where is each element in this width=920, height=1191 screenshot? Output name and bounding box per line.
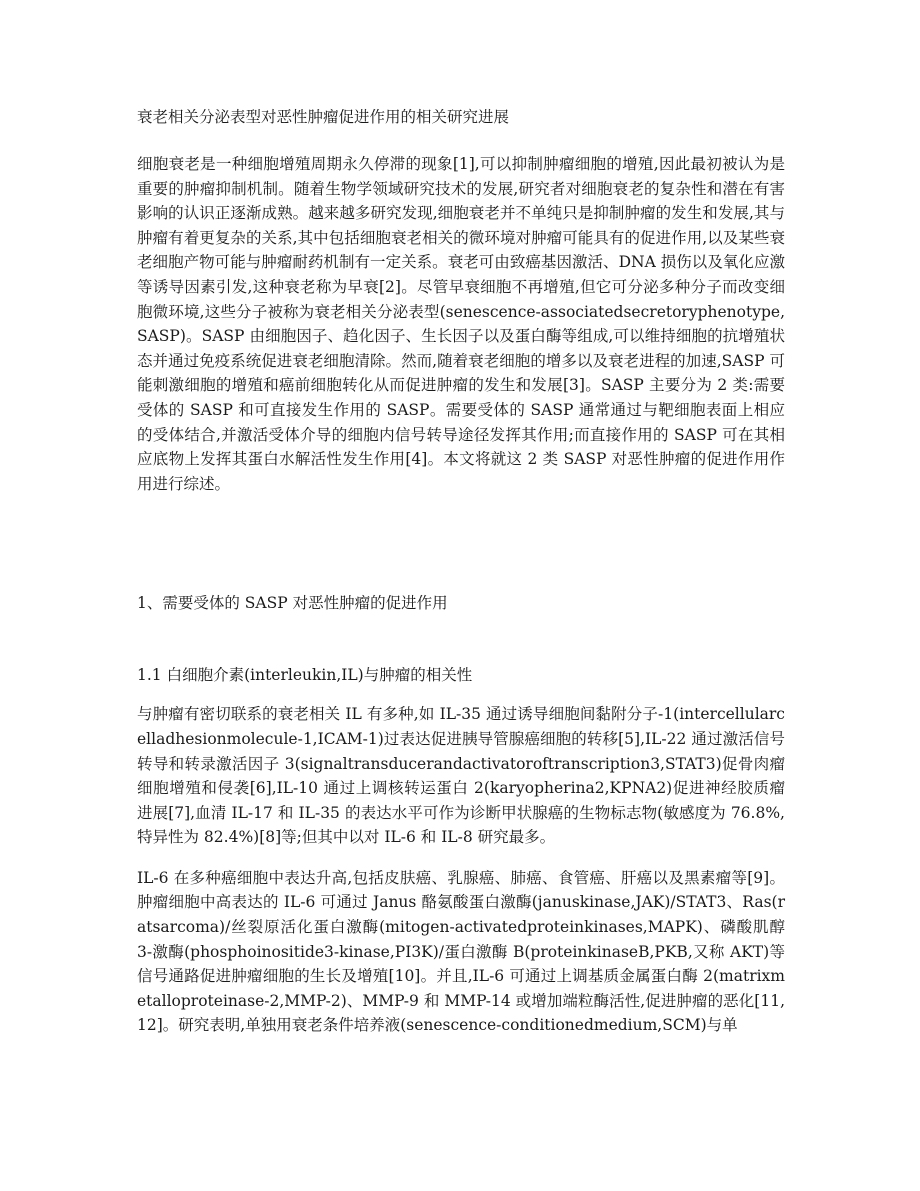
section-1-heading: 1、需要受体的 SASP 对恶性肿瘤的促进作用 (137, 594, 448, 613)
section-1-1-paragraph-1: 与肿瘤有密切联系的衰老相关 IL 有多种,如 IL-35 通过诱导细胞间黏附分子-1(intercellularcelladhesionmolecule-1,ICAM-1)过表达促进胰导管腺癌细胞的转移[5],IL-22 通过激活信号转导和转录激活因子 3(signaltransducerandactivatoroftranscription3,STAT3)促骨肉瘤细胞增殖和侵袭[6],IL-10 通过上调核转运蛋白 2(karyopherina2,KPNA2)促进神经胶质瘤进展[7],血清 IL-17 和 IL-35 的表达水平可作为诊断甲状腺癌的生物标志物(敏感度为 76.8%,特异性为 82.4%)[8]等;但其中以对 IL-6 和 IL-8 研究最多。 (137, 705, 785, 847)
section-1-1-paragraph-2: IL-6 在多种癌细胞中表达升高,包括皮肤癌、乳腺癌、肺癌、食管癌、肝癌以及黑素瘤等[9]。肿瘤细胞中高表达的 IL-6 可通过 Janus 酪氨酸蛋白激酶(januskinase,JAK)/STAT3、Ras(ratsarcoma)/丝裂原活化蛋白激酶(mitogen-activatedproteinkinases,MAPK)、磷酸肌醇 3-激酶(phosphoinositide3-kinase,PI3K)/蛋白激酶 B(proteinkinaseB,PKB,又称 AKT)等信号通路促进肿瘤细胞的生长及增殖[10]。并且,IL-6 可通过上调基质金属蛋白酶 2(matrixmetalloproteinase-2,MMP-2)、MMP-9 和 MMP-14 或增加端粒酶活性,促进肿瘤的恶化[11,12]。研究表明,单独用衰老条件培养液(senescence-conditionedmedium,SCM)与单 (137, 868, 785, 1035)
document-title: 衰老相关分泌表型对恶性肿瘤促进作用的相关研究进展 (137, 108, 510, 126)
document-page (137, 106, 785, 1038)
section-1-1-heading: 1.1 白细胞介素(interleukin,IL)与肿瘤的相关性 (137, 666, 473, 685)
intro-paragraph: 细胞衰老是一种细胞增殖周期永久停滞的现象[1],可以抑制肿瘤细胞的增殖,因此最初被认为是重要的肿瘤抑制机制。随着生物学领域研究技术的发展,研究者对细胞衰老的复杂性和潜在有害影响的认识正逐渐成熟。越来越多研究发现,细胞衰老并不单纯只是抑制肿瘤的发生和发展,其与肿瘤有着更复杂的关系,其中包括细胞衰老相关的微环境对肿瘤可能具有的促进作用,以及某些衰老细胞产物可能与肿瘤耐药机制有一定关系。衰老可由致癌基因激活、DNA 损伤以及氧化应激等诱导因素引发,这种衰老称为早衰[2]。尽管早衰细胞不再增殖,但它可分泌多种分子而改变细胞微环境,这些分子被称为衰老相关分泌表型(senescence-associatedsecretoryphenotype,SASP)。SASP 由细胞因子、趋化因子、生长因子以及蛋白酶等组成,可以维持细胞的抗增殖状态并通过免疫系统促进衰老细胞清除。然而,随着衰老细胞的增多以及衰老进程的加速,SASP 可能刺激细胞的增殖和癌前细胞转化从而促进肿瘤的发生和发展[3]。SASP 主要分为 2 类:需要受体的 SASP 和可直接发生作用的 SASP。需要受体的 SASP 通常通过与靶细胞表面上相应的受体结合,并激活受体介导的细胞内信号转导途径发挥其作用;而直接作用的 SASP 可在其相应底物上发挥其蛋白水解活性发生作用[4]。本文将就这 2 类 SASP 对恶性肿瘤的促进作用作用进行综述。 (137, 155, 785, 493)
